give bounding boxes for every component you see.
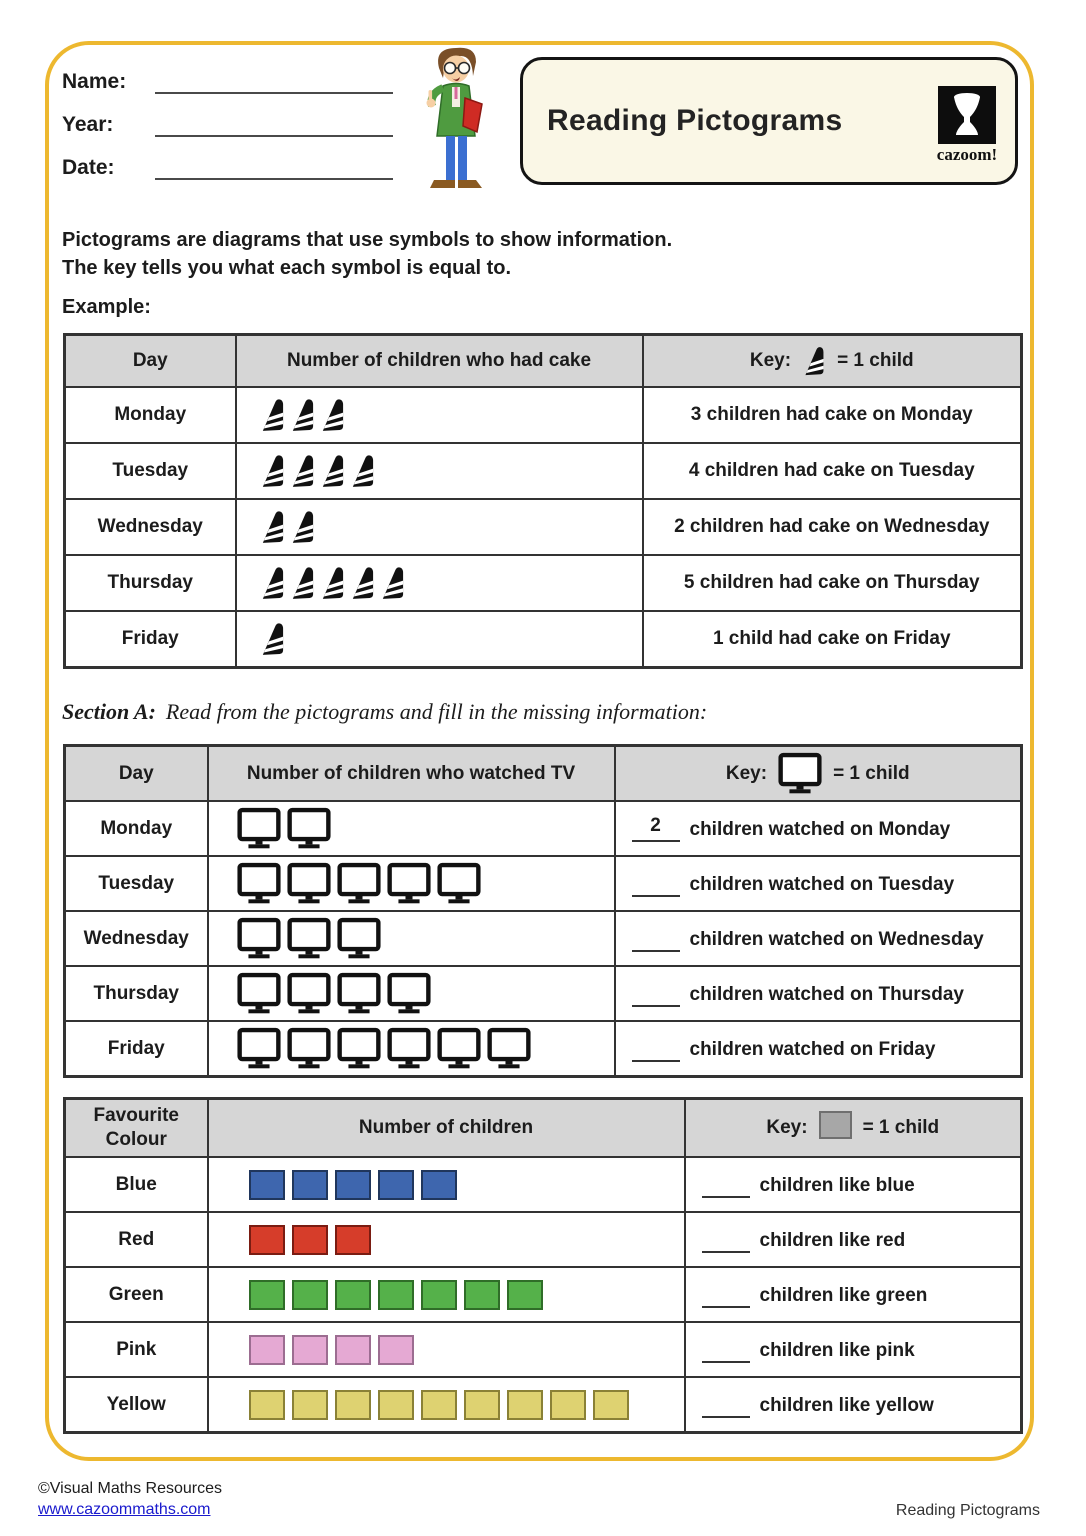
colour-square-icon: [464, 1280, 500, 1310]
drum-icon: [938, 86, 996, 144]
cake-slice-icon: [259, 395, 286, 435]
row-label: Friday: [65, 1021, 208, 1077]
table-row: [65, 801, 1022, 856]
pictogram-cell: [208, 1322, 685, 1377]
row-label: Monday: [65, 801, 208, 856]
colour-square-icon: [335, 1335, 371, 1365]
cake-slice-icon: [319, 451, 346, 491]
column-header-key: [643, 335, 1022, 388]
table-row: [65, 499, 1022, 555]
year-input-line[interactable]: [155, 109, 393, 137]
colour-square-icon: [292, 1390, 328, 1420]
cake-slice-icon: [349, 563, 376, 603]
key-label: Key:: [766, 1117, 808, 1139]
cake-slice-icon: [259, 507, 286, 547]
colour-square-icon: [421, 1170, 457, 1200]
answer-blank[interactable]: [702, 1336, 750, 1363]
table-row: [65, 387, 1022, 443]
colour-square-icon: [593, 1390, 629, 1420]
cake-slice-icon: [289, 563, 316, 603]
answer-cell: [685, 1157, 1022, 1212]
answer-text: children like yellow: [759, 1395, 934, 1416]
answer-text: children watched on Thursday: [689, 984, 964, 1005]
tv-icon: [287, 862, 331, 905]
name-input-line[interactable]: [155, 66, 393, 94]
table-header-row: [65, 335, 1022, 388]
column-header-pictogram: Number of children who had cake: [236, 335, 643, 388]
pictogram-cell: [208, 1267, 685, 1322]
table-row: [65, 1267, 1022, 1322]
column-header-key: [615, 746, 1022, 802]
colour-square-icon: [249, 1390, 285, 1420]
tv-icon: [337, 972, 381, 1015]
title-banner: [520, 57, 1018, 185]
row-label: Wednesday: [65, 499, 236, 555]
cazoommaths-link[interactable]: www.cazoommaths.com: [38, 1501, 211, 1518]
table-row: [65, 856, 1022, 911]
row-label: Blue: [65, 1157, 208, 1212]
cake-slice-icon: [259, 563, 286, 603]
pictogram-cell: [236, 443, 643, 499]
tv-icon: [778, 752, 822, 795]
tv-icon: [237, 972, 281, 1015]
key-equals: = 1 child: [833, 762, 910, 784]
tv-icon: [287, 972, 331, 1015]
tv-icon: [237, 1027, 281, 1070]
row-label: Tuesday: [65, 443, 236, 499]
section-a-heading: [62, 699, 707, 725]
table-row: [65, 1322, 1022, 1377]
column-header-favourite-colour: Favourite Colour: [65, 1099, 208, 1158]
pictogram-cell: [208, 801, 615, 856]
column-header-day: Day: [65, 746, 208, 802]
answer-cell: [685, 1377, 1022, 1433]
pictogram-cell: [236, 387, 643, 443]
column-header-pictogram: Number of children: [208, 1099, 685, 1158]
date-field: [62, 152, 393, 180]
colour-square-icon: [507, 1390, 543, 1420]
cake-slice-icon: [349, 451, 376, 491]
answer-blank[interactable]: [702, 1171, 750, 1198]
colour-square-icon: [292, 1335, 328, 1365]
example-pictogram-table: [63, 333, 1023, 669]
tv-pictogram-table: [63, 744, 1023, 1078]
column-header-pictogram: Number of children who watched TV: [208, 746, 615, 802]
colour-square-icon: [819, 1111, 852, 1139]
table-row: [65, 1212, 1022, 1267]
page-footer: [38, 1478, 1040, 1520]
colour-square-icon: [421, 1390, 457, 1420]
answer-blank[interactable]: [702, 1226, 750, 1253]
teacher-illustration: [420, 46, 492, 200]
answer-text: children watched on Friday: [689, 1039, 936, 1060]
table-row: [65, 555, 1022, 611]
key-label: Key:: [749, 350, 792, 371]
colour-square-icon: [249, 1335, 285, 1365]
colour-square-icon: [335, 1225, 371, 1255]
answer-text: children like blue: [759, 1175, 915, 1196]
cake-slice-icon: [319, 563, 346, 603]
table-row: [65, 443, 1022, 499]
pictogram-cell: [236, 611, 643, 668]
answer-text: children like green: [759, 1285, 928, 1306]
table-row: [65, 911, 1022, 966]
row-label: Friday: [65, 611, 236, 668]
answer-cell: [643, 499, 1022, 555]
row-label: Tuesday: [65, 856, 208, 911]
answer-cell: [685, 1322, 1022, 1377]
answer-cell: [643, 443, 1022, 499]
tv-icon: [387, 1027, 431, 1070]
tv-icon: [237, 862, 281, 905]
colour-square-icon: [464, 1390, 500, 1420]
cake-slice-icon: [802, 343, 826, 379]
answer-cell: [643, 611, 1022, 668]
cake-slice-icon: [289, 451, 316, 491]
pictogram-cell: [236, 499, 643, 555]
cake-slice-icon: [259, 451, 286, 491]
answer-cell: [643, 555, 1022, 611]
cake-slice-icon: [289, 395, 316, 435]
answer-cell: [615, 966, 1022, 1021]
colour-square-icon: [292, 1280, 328, 1310]
key-equals: = 1 child: [837, 350, 914, 371]
answer-blank[interactable]: [632, 870, 680, 897]
tv-icon: [287, 807, 331, 850]
colour-square-icon: [249, 1170, 285, 1200]
row-label: Monday: [65, 387, 236, 443]
cake-slice-icon: [379, 563, 406, 603]
colour-square-icon: [249, 1225, 285, 1255]
colour-square-icon: [249, 1280, 285, 1310]
intro-line-2: The key tells you what each symbol is equal to.: [62, 257, 512, 279]
row-label: Thursday: [65, 555, 236, 611]
answer-text: children like pink: [759, 1340, 915, 1361]
tv-icon: [237, 807, 281, 850]
tv-icon: [287, 917, 331, 960]
colour-square-icon: [335, 1390, 371, 1420]
colour-square-icon: [335, 1170, 371, 1200]
answer-sentence: 2 children had cake on Wednesday: [674, 516, 990, 537]
answer-blank[interactable]: 2: [632, 815, 680, 842]
key-equals: = 1 child: [862, 1117, 940, 1139]
student-fields: [62, 66, 393, 195]
row-label: Wednesday: [65, 911, 208, 966]
tv-icon: [387, 862, 431, 905]
colour-square-icon: [550, 1390, 586, 1420]
name-field: [62, 66, 393, 94]
pictogram-cell: [208, 1212, 685, 1267]
table-row: [65, 1377, 1022, 1433]
cake-slice-icon: [802, 343, 826, 379]
answer-sentence: 5 children had cake on Thursday: [683, 572, 980, 593]
cazoom-logo: [927, 86, 1007, 165]
page-title: Reading Pictograms: [547, 104, 843, 137]
answer-blank[interactable]: [632, 1035, 680, 1062]
answer-cell: [685, 1212, 1022, 1267]
answer-cell: [615, 801, 1022, 856]
tv-icon: [287, 1027, 331, 1070]
answer-text: children watched on Monday: [689, 819, 951, 840]
answer-sentence: 4 children had cake on Tuesday: [688, 460, 975, 481]
column-header-key: [685, 1099, 1022, 1158]
pictogram-cell: [236, 555, 643, 611]
answer-cell: [615, 911, 1022, 966]
tv-icon: [337, 1027, 381, 1070]
answer-text: children watched on Tuesday: [689, 874, 955, 895]
cake-slice-icon: [319, 395, 346, 435]
pictogram-cell: [208, 1157, 685, 1212]
cake-slice-icon: [289, 507, 316, 547]
intro-text: [62, 226, 672, 282]
intro-line-1: Pictograms are diagrams that use symbols to show information.: [62, 229, 673, 251]
logo-text: cazoom!: [936, 145, 998, 164]
year-field: [62, 109, 393, 137]
pictogram-cell: [208, 911, 615, 966]
colour-square-icon: [335, 1280, 371, 1310]
pictogram-cell: [208, 1021, 615, 1077]
example-label: Example:: [62, 296, 151, 318]
cake-slice-icon: [259, 619, 286, 659]
table-row: [65, 611, 1022, 668]
footer-doc-title: Reading Pictograms: [895, 1502, 1040, 1519]
copyright-text: ©Visual Maths Resources: [38, 1480, 223, 1497]
colour-square-icon: [378, 1335, 414, 1365]
answer-sentence: 3 children had cake on Monday: [690, 404, 973, 425]
answer-blank[interactable]: [702, 1281, 750, 1308]
row-label: Red: [65, 1212, 208, 1267]
answer-text: children watched on Wednesday: [689, 929, 984, 950]
tv-icon: [437, 862, 481, 905]
colour-square-icon: [378, 1280, 414, 1310]
answer-cell: [615, 856, 1022, 911]
section-a-label: Section A:: [62, 699, 156, 724]
row-label: Yellow: [65, 1377, 208, 1433]
table-header-row: [65, 746, 1022, 802]
colour-square-icon: [292, 1225, 328, 1255]
grey-square-icon: [819, 1111, 852, 1146]
pictogram-cell: [208, 856, 615, 911]
section-a-text: Read from the pictograms and fill in the missing information:: [165, 699, 708, 724]
tv-icon: [387, 972, 431, 1015]
answer-blank[interactable]: [632, 925, 680, 952]
colour-square-icon: [507, 1280, 543, 1310]
tv-icon: [778, 752, 822, 795]
answer-cell: [643, 387, 1022, 443]
tv-icon: [337, 862, 381, 905]
answer-cell: [685, 1267, 1022, 1322]
table-row: [65, 1021, 1022, 1077]
favourite-colour-pictogram-table: [63, 1097, 1023, 1434]
column-header-day: Day: [65, 335, 236, 388]
answer-text: children like red: [759, 1230, 906, 1251]
pictogram-cell: [208, 1377, 685, 1433]
table-row: [65, 966, 1022, 1021]
answer-sentence: 1 child had cake on Friday: [712, 628, 951, 649]
key-label: Key:: [725, 762, 768, 784]
footer-left: [38, 1478, 222, 1520]
row-label: Pink: [65, 1322, 208, 1377]
tv-icon: [487, 1027, 531, 1070]
date-label: Date:: [62, 156, 115, 179]
pictogram-cell: [208, 966, 615, 1021]
colour-square-icon: [421, 1280, 457, 1310]
row-label: Thursday: [65, 966, 208, 1021]
row-label: Green: [65, 1267, 208, 1322]
table-row: [65, 1157, 1022, 1212]
name-label: Name:: [62, 70, 127, 93]
tv-icon: [237, 917, 281, 960]
date-input-line[interactable]: [155, 152, 393, 180]
year-label: Year:: [62, 113, 114, 136]
tv-icon: [337, 917, 381, 960]
table-header-row: [65, 1099, 1022, 1158]
answer-cell: [615, 1021, 1022, 1077]
answer-blank[interactable]: [702, 1391, 750, 1418]
colour-square-icon: [292, 1170, 328, 1200]
colour-square-icon: [378, 1170, 414, 1200]
tv-icon: [437, 1027, 481, 1070]
colour-square-icon: [378, 1390, 414, 1420]
answer-blank[interactable]: [632, 980, 680, 1007]
